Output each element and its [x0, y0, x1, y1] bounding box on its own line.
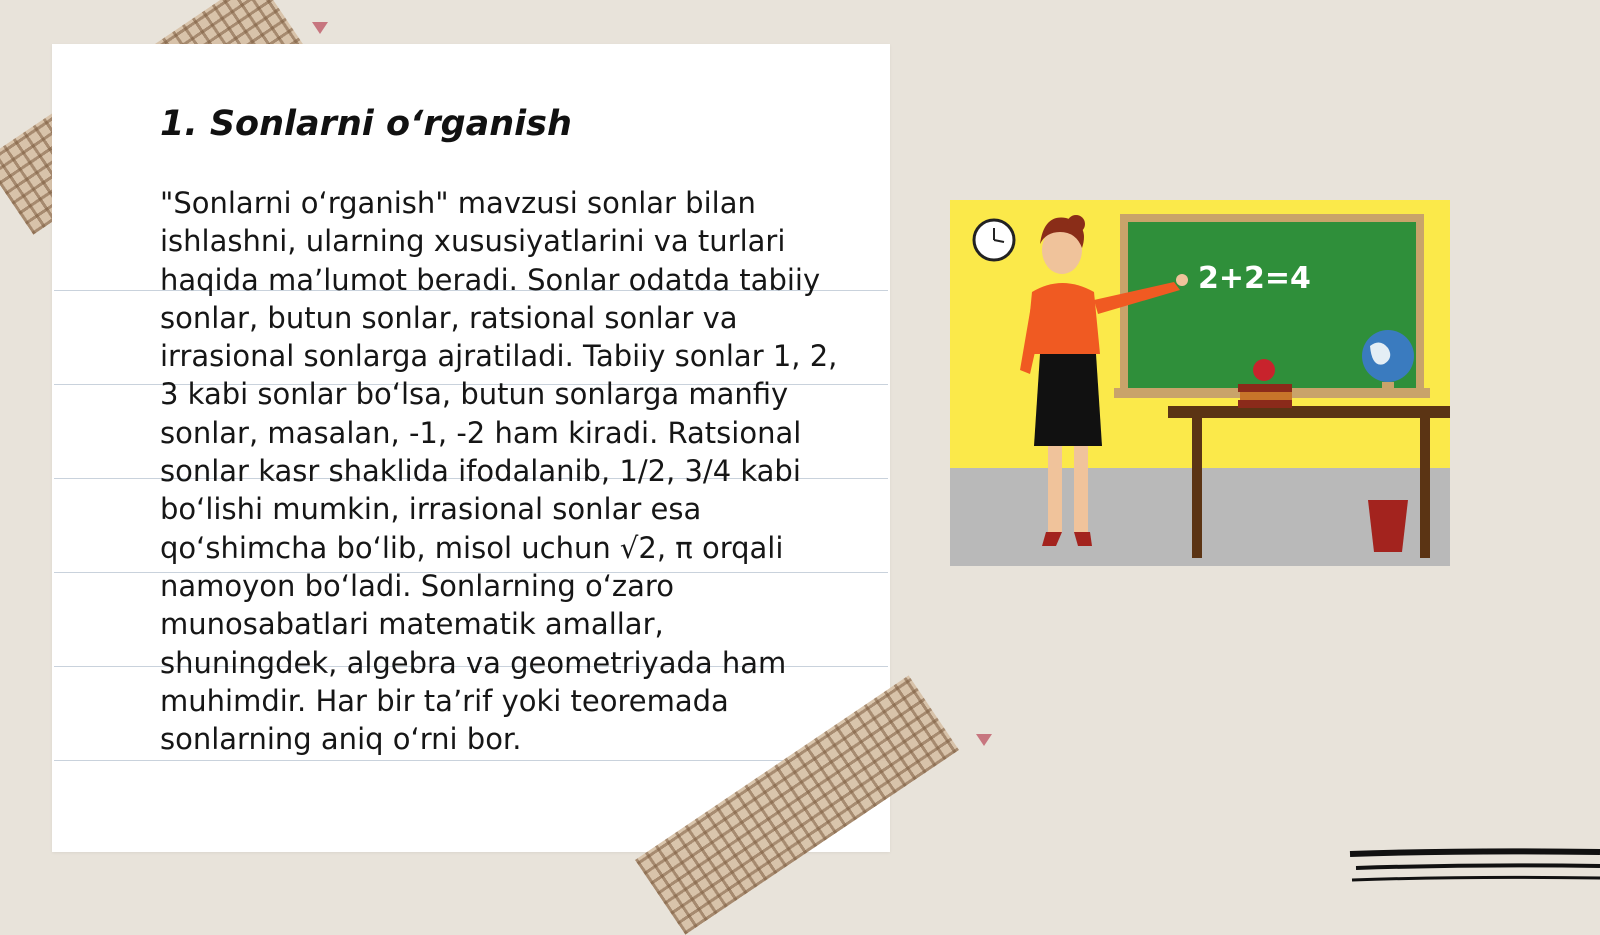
desk-leg [1192, 418, 1202, 558]
pin-icon [312, 22, 328, 34]
slide-title: 1. Sonlarni oʻrganish [160, 104, 572, 144]
trash-bin-icon [1368, 500, 1408, 552]
teacher-classroom-illustration [950, 200, 1450, 566]
chalkboard-equation: 2+2=4 [1198, 261, 1311, 296]
desk-leg [1420, 418, 1430, 558]
pin-icon [976, 734, 992, 746]
wall-clock-icon [974, 220, 1014, 260]
paper-rule-line [54, 760, 888, 761]
slide-body-text: "Sonlarni oʻrganish" mavzusi sonlar bilan ishlashni, ularning xususiyatlarini va turlari haqida maʼlumot beradi. Sonlar odatda tabiiy sonlar, butun sonlar, ratsional sonlar va irrasional sonlarga ajratiladi. Tabiiy sonlar 1, 2, 3 kabi sonlar boʻlsa, butun sonlarga manfiy sonlar, masalan, -1, -2 ham kiradi. Ratsional sonlar kasr shaklida ifodalanib, 1/2, 3/4 kabi boʻlishi mumkin, irrasional sonlar esa qoʻshimcha boʻlib, misol uchun √2, π orqali namoyon boʻladi. Sonlarning oʻzaro munosabatlari matematik amallar, shuningdek, algebra va geometriyada ham muhimdir. Har bir taʼrif yoki teoremada sonlarning aniq oʻrni bor. [160, 186, 838, 757]
teacher-desk [1168, 406, 1450, 418]
decorative-brush-lines [1348, 846, 1600, 896]
